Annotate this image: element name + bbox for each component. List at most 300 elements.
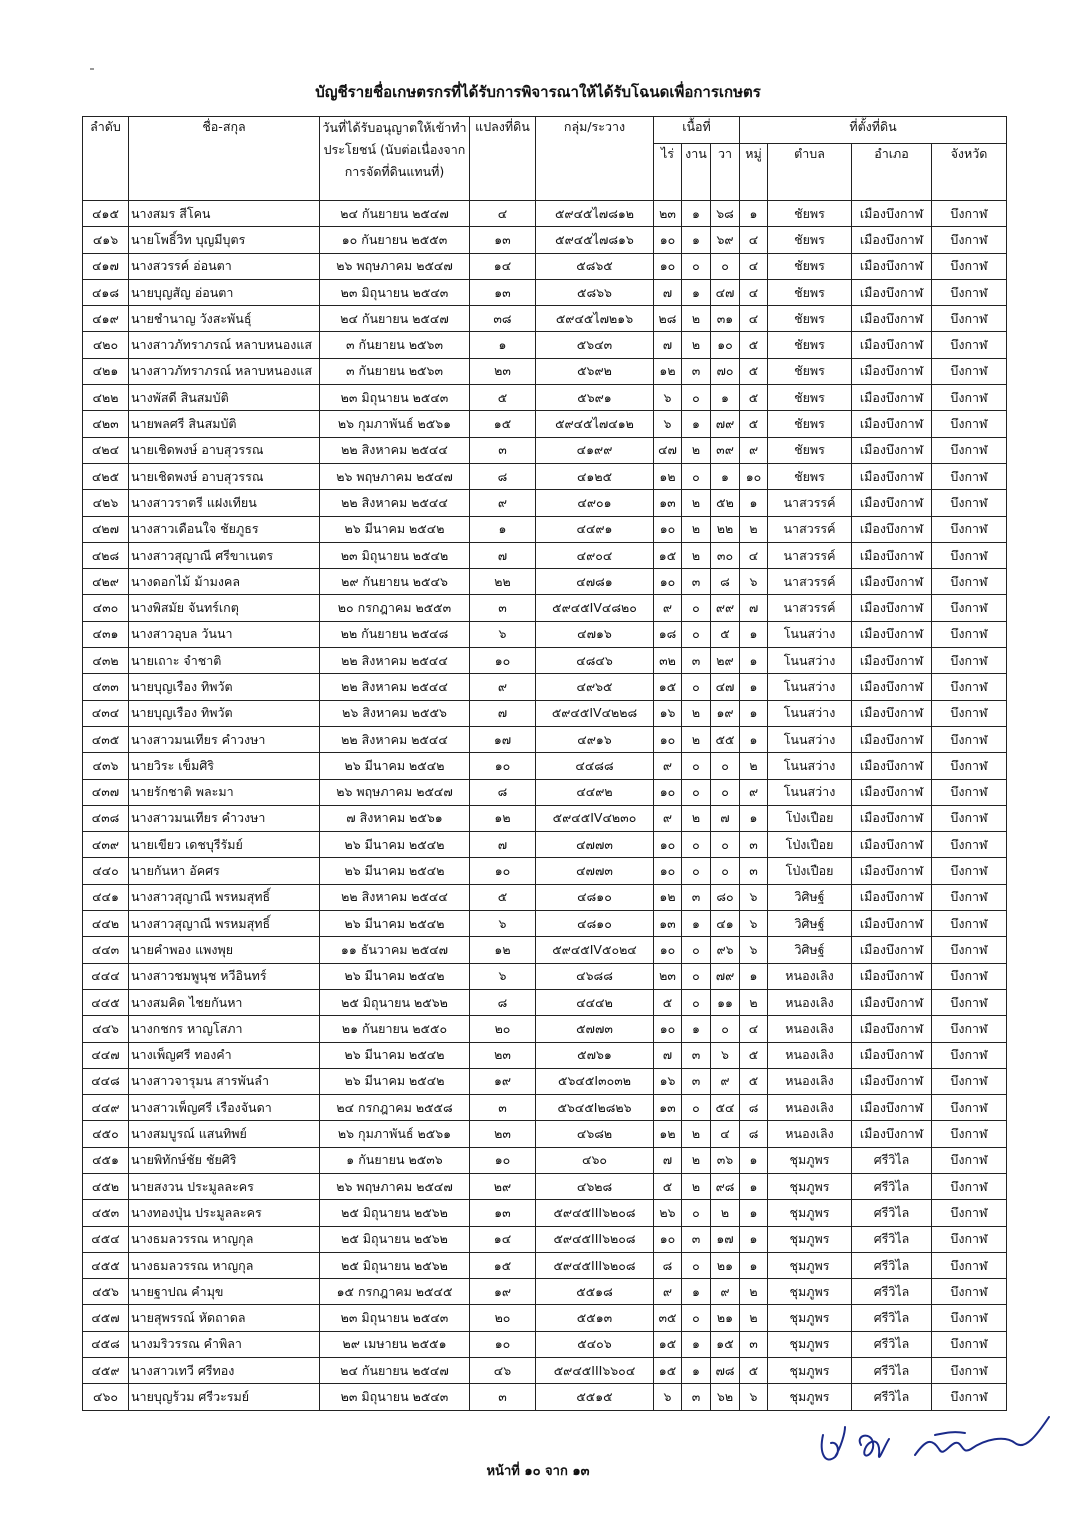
cell-tambon: หนองเลิง — [768, 1016, 852, 1042]
cell-group: ๔๔๘๘ — [536, 753, 654, 779]
cell-rai: ๑๒ — [654, 1121, 682, 1147]
cell-no: ๔๔๖ — [83, 1016, 129, 1042]
cell-group: ๔๗๗๓ — [536, 832, 654, 858]
cell-group: ๕๖๔๓ — [536, 332, 654, 358]
cell-ngan: ๒ — [682, 1147, 711, 1173]
cell-moo: ๑ — [740, 963, 768, 989]
cell-date: ๑๐ กันยายน ๒๕๕๓ — [320, 227, 470, 253]
cell-no: ๔๔๗ — [83, 1042, 129, 1068]
cell-group: ๕๙๔๕III๖๒๐๘ — [536, 1252, 654, 1278]
header-wa: วา — [711, 144, 740, 201]
cell-date: ๑๑ ธันวาคม ๒๕๔๗ — [320, 937, 470, 963]
cell-ngan: ๓ — [682, 1384, 711, 1410]
cell-name: นางสาวอุบล วันนา — [129, 621, 320, 647]
cell-ngan: ๑ — [682, 911, 711, 937]
cell-tambon: นาสวรรค์ — [768, 542, 852, 568]
cell-wa: ๐ — [711, 779, 740, 805]
table-row — [83, 437, 1007, 463]
cell-ngan: ๐ — [682, 963, 711, 989]
cell-name: นางธมลวรรณ หาญกุล — [129, 1226, 320, 1252]
cell-name: นายคำพอง แพงพุย — [129, 937, 320, 963]
cell-tambon: โป่งเปือย — [768, 805, 852, 831]
cell-tambon: โนนสว่าง — [768, 700, 852, 726]
cell-group: ๕๙๔๕IV๔๒๓๐ — [536, 805, 654, 831]
cell-moo: ๑ — [740, 201, 768, 227]
cell-no: ๔๔๐ — [83, 858, 129, 884]
cell-moo: ๔ — [740, 253, 768, 279]
cell-tambon: โป่งเปือย — [768, 832, 852, 858]
cell-ngan: ๐ — [682, 832, 711, 858]
cell-date: ๒๓ มิถุนายน ๒๕๔๓ — [320, 279, 470, 305]
cell-group: ๔๗๘๑ — [536, 569, 654, 595]
cell-group: ๕๙๔๕ไ๗๔๑๒ — [536, 411, 654, 437]
cell-rai: ๑๘ — [654, 621, 682, 647]
cell-province: บึงกาฬ — [932, 963, 1007, 989]
cell-group: ๕๖๔๕I๓๐๓๒ — [536, 1068, 654, 1094]
table-row — [83, 411, 1007, 437]
cell-ngan: ๐ — [682, 253, 711, 279]
cell-amphoe: เมืองบึงกาฬ — [852, 595, 932, 621]
cell-rai: ๑๐ — [654, 937, 682, 963]
cell-province: บึงกาฬ — [932, 1147, 1007, 1173]
cell-moo: ๕ — [740, 1042, 768, 1068]
cell-group: ๔๘๑๐ — [536, 911, 654, 937]
cell-ngan: ๑ — [682, 1358, 711, 1384]
cell-name: นางสาวราตรี แฝงเทียน — [129, 490, 320, 516]
cell-wa: ๑๐ — [711, 332, 740, 358]
cell-plot: ๑๐ — [470, 648, 536, 674]
cell-tambon: โนนสว่าง — [768, 621, 852, 647]
cell-ngan: ๐ — [682, 937, 711, 963]
cell-moo: ๓ — [740, 832, 768, 858]
cell-moo: ๑ — [740, 805, 768, 831]
cell-wa: ๖ — [711, 1042, 740, 1068]
cell-name: นายบุญสัญ อ่อนตา — [129, 279, 320, 305]
cell-ngan: ๑ — [682, 411, 711, 437]
cell-plot: ๑๔ — [470, 1226, 536, 1252]
cell-province: บึงกาฬ — [932, 385, 1007, 411]
table-row — [83, 805, 1007, 831]
cell-rai: ๑๓ — [654, 911, 682, 937]
cell-tambon: ชุมภูพร — [768, 1331, 852, 1357]
cell-tambon: หนองเลิง — [768, 963, 852, 989]
cell-amphoe: เมืองบึงกาฬ — [852, 1121, 932, 1147]
cell-name: นายพลศรี สินสมบัติ — [129, 411, 320, 437]
cell-province: บึงกาฬ — [932, 726, 1007, 752]
cell-name: นางพิสมัย จันทร์เกตุ — [129, 595, 320, 621]
cell-date: ๒๖ มีนาคม ๒๕๔๒ — [320, 832, 470, 858]
cell-no: ๔๔๒ — [83, 911, 129, 937]
cell-tambon: ชัยพร — [768, 279, 852, 305]
cell-plot: ๑๙ — [470, 1279, 536, 1305]
cell-amphoe: เมืองบึงกาฬ — [852, 1068, 932, 1094]
cell-ngan: ๐ — [682, 858, 711, 884]
cell-moo: ๓ — [740, 1331, 768, 1357]
cell-province: บึงกาฬ — [932, 937, 1007, 963]
cell-date: ๒๓ มิถุนายน ๒๕๔๓ — [320, 1384, 470, 1410]
cell-name: นางสาวจารุมน สารพันลำ — [129, 1068, 320, 1094]
cell-tambon: นาสวรรค์ — [768, 490, 852, 516]
cell-no: ๔๔๔ — [83, 963, 129, 989]
cell-ngan: ๓ — [682, 358, 711, 384]
cell-moo: ๙ — [740, 437, 768, 463]
cell-group: ๔๙๐๑ — [536, 490, 654, 516]
cell-amphoe: เมืองบึงกาฬ — [852, 700, 932, 726]
cell-plot: ๘ — [470, 463, 536, 489]
cell-province: บึงกาฬ — [932, 648, 1007, 674]
cell-amphoe: เมืองบึงกาฬ — [852, 201, 932, 227]
cell-no: ๔๓๗ — [83, 779, 129, 805]
table-row — [83, 1016, 1007, 1042]
cell-tambon: ชัยพร — [768, 306, 852, 332]
cell-moo: ๑ — [740, 490, 768, 516]
cell-plot: ๓ — [470, 1095, 536, 1121]
table-row — [83, 753, 1007, 779]
cell-amphoe: เมืองบึงกาฬ — [852, 832, 932, 858]
cell-plot: ๑๗ — [470, 726, 536, 752]
cell-tambon: วิศิษฐ์ — [768, 884, 852, 910]
cell-no: ๔๓๔ — [83, 700, 129, 726]
cell-amphoe: เมืองบึงกาฬ — [852, 516, 932, 542]
cell-tambon: โป่งเปือย — [768, 858, 852, 884]
cell-rai: ๑๕ — [654, 1358, 682, 1384]
cell-no: ๔๕๔ — [83, 1226, 129, 1252]
cell-group: ๔๗๑๖ — [536, 621, 654, 647]
cell-amphoe: เมืองบึงกาฬ — [852, 569, 932, 595]
cell-tambon: โนนสว่าง — [768, 753, 852, 779]
cell-ngan: ๐ — [682, 385, 711, 411]
cell-rai: ๑๐ — [654, 516, 682, 542]
cell-plot: ๑๓ — [470, 279, 536, 305]
cell-name: นายวิระ เข็มศิริ — [129, 753, 320, 779]
cell-province: บึงกาฬ — [932, 595, 1007, 621]
cell-wa: ๗ — [711, 805, 740, 831]
cell-wa: ๓๖ — [711, 1147, 740, 1173]
cell-date: ๗ สิงหาคม ๒๕๖๑ — [320, 805, 470, 831]
cell-province: บึงกาฬ — [932, 1042, 1007, 1068]
cell-rai: ๗ — [654, 332, 682, 358]
cell-province: บึงกาฬ — [932, 516, 1007, 542]
cell-group: ๔๘๑๐ — [536, 884, 654, 910]
cell-tambon: นาสวรรค์ — [768, 516, 852, 542]
table-row — [83, 463, 1007, 489]
cell-date: ๒๓ มิถุนายน ๒๕๔๓ — [320, 385, 470, 411]
cell-amphoe: ศรีวิไล — [852, 1147, 932, 1173]
cell-group: ๕๙๔๕III๖๒๐๘ — [536, 1200, 654, 1226]
cell-wa: ๙ — [711, 1068, 740, 1094]
cell-no: ๔๕๗ — [83, 1305, 129, 1331]
cell-name: นายบุญร้วม ศรีวะรมย์ — [129, 1384, 320, 1410]
cell-amphoe: เมืองบึงกาฬ — [852, 858, 932, 884]
cell-amphoe: เมืองบึงกาฬ — [852, 674, 932, 700]
cell-wa: ๗๙ — [711, 963, 740, 989]
cell-ngan: ๓ — [682, 1068, 711, 1094]
cell-group: ๕๙๔๕ไ๗๒๑๖ — [536, 306, 654, 332]
cell-tambon: ชุมภูพร — [768, 1147, 852, 1173]
cell-group: ๕๕๑๕ — [536, 1384, 654, 1410]
cell-no: ๔๕๒ — [83, 1173, 129, 1199]
cell-no: ๔๔๑ — [83, 884, 129, 910]
cell-no: ๔๕๐ — [83, 1121, 129, 1147]
cell-date: ๒๔ กันยายน ๒๕๔๗ — [320, 201, 470, 227]
cell-tambon: โนนสว่าง — [768, 648, 852, 674]
cell-tambon: ชุมภูพร — [768, 1173, 852, 1199]
cell-amphoe: เมืองบึงกาฬ — [852, 227, 932, 253]
cell-ngan: ๒ — [682, 1173, 711, 1199]
cell-date: ๒๖ มีนาคม ๒๕๔๒ — [320, 911, 470, 937]
cell-province: บึงกาฬ — [932, 1252, 1007, 1278]
cell-name: นายสงวน ประมูลละคร — [129, 1173, 320, 1199]
cell-group: ๔๔๙๒ — [536, 779, 654, 805]
cell-ngan: ๐ — [682, 989, 711, 1015]
cell-wa: ๑๙ — [711, 700, 740, 726]
cell-plot: ๔๖ — [470, 1358, 536, 1384]
cell-amphoe: เมืองบึงกาฬ — [852, 437, 932, 463]
cell-moo: ๑๐ — [740, 463, 768, 489]
cell-wa: ๘๐ — [711, 884, 740, 910]
table-row — [83, 227, 1007, 253]
cell-ngan: ๒ — [682, 490, 711, 516]
cell-tambon: ชัยพร — [768, 253, 852, 279]
cell-name: นางสาวสุญาณี พรหมสุทธิ์ — [129, 884, 320, 910]
cell-date: ๒๒ สิงหาคม ๒๕๔๔ — [320, 884, 470, 910]
cell-ngan: ๓ — [682, 884, 711, 910]
cell-group: ๕๙๔๕ไ๗๘๑๒ — [536, 201, 654, 227]
cell-rai: ๖ — [654, 411, 682, 437]
cell-wa: ๒๑ — [711, 1252, 740, 1278]
header-no: ลำดับ — [83, 117, 129, 201]
cell-plot: ๗ — [470, 542, 536, 568]
cell-amphoe: ศรีวิไล — [852, 1331, 932, 1357]
cell-plot: ๑๕ — [470, 411, 536, 437]
cell-ngan: ๒ — [682, 542, 711, 568]
cell-tambon: วิศิษฐ์ — [768, 937, 852, 963]
cell-province: บึงกาฬ — [932, 1331, 1007, 1357]
cell-province: บึงกาฬ — [932, 1068, 1007, 1094]
table-row — [83, 385, 1007, 411]
cell-group: ๔๔๔๒ — [536, 989, 654, 1015]
cell-wa: ๙๖ — [711, 937, 740, 963]
cell-wa: ๘ — [711, 569, 740, 595]
cell-name: นางสาวมนเทียร คำวงษา — [129, 726, 320, 752]
cell-no: ๔๓๙ — [83, 832, 129, 858]
cell-name: นางสาวเพ็ญศรี เรืองจันดา — [129, 1095, 320, 1121]
cell-group: ๕๙๔๕IV๔๒๒๘ — [536, 700, 654, 726]
cell-group: ๕๗๗๓ — [536, 1016, 654, 1042]
cell-ngan: ๓ — [682, 1042, 711, 1068]
cell-no: ๔๓๘ — [83, 805, 129, 831]
cell-plot: ๖ — [470, 963, 536, 989]
cell-name: นายบุญเรือง ทิพวัต — [129, 674, 320, 700]
cell-province: บึงกาฬ — [932, 1016, 1007, 1042]
cell-date: ๒๕ มิถุนายน ๒๕๖๒ — [320, 989, 470, 1015]
cell-no: ๔๑๖ — [83, 227, 129, 253]
cell-plot: ๖ — [470, 621, 536, 647]
cell-plot: ๑๕ — [470, 1252, 536, 1278]
cell-name: นางดอกไม้ ม้ามงคล — [129, 569, 320, 595]
cell-province: บึงกาฬ — [932, 490, 1007, 516]
cell-wa: ๔๗ — [711, 279, 740, 305]
cell-name: นายชำนาญ วังสะพันธุ์ — [129, 306, 320, 332]
cell-moo: ๑ — [740, 1226, 768, 1252]
cell-rai: ๙ — [654, 753, 682, 779]
cell-plot: ๑๓ — [470, 227, 536, 253]
cell-plot: ๕ — [470, 385, 536, 411]
cell-ngan: ๒ — [682, 805, 711, 831]
cell-ngan: ๒ — [682, 332, 711, 358]
cell-moo: ๒ — [740, 1279, 768, 1305]
cell-date: ๒๖ มีนาคม ๒๕๔๒ — [320, 516, 470, 542]
cell-tambon: หนองเลิง — [768, 1042, 852, 1068]
table-row — [83, 279, 1007, 305]
cell-moo: ๕ — [740, 1358, 768, 1384]
cell-name: นางเพ็ญศรี ทองคำ — [129, 1042, 320, 1068]
cell-ngan: ๐ — [682, 595, 711, 621]
cell-ngan: ๐ — [682, 1200, 711, 1226]
cell-plot: ๒๓ — [470, 1121, 536, 1147]
cell-group: ๕๙๔๕ไ๗๘๑๖ — [536, 227, 654, 253]
cell-group: ๕๕๑๘ — [536, 1279, 654, 1305]
table-row — [83, 1147, 1007, 1173]
table-row — [83, 937, 1007, 963]
cell-ngan: ๒ — [682, 437, 711, 463]
cell-wa: ๖๒ — [711, 1384, 740, 1410]
cell-group: ๕๙๔๕IV๕๐๒๔ — [536, 937, 654, 963]
cell-no: ๔๖๐ — [83, 1384, 129, 1410]
cell-no: ๔๒๐ — [83, 332, 129, 358]
cell-name: นางสมร สีโคน — [129, 201, 320, 227]
cell-amphoe: เมืองบึงกาฬ — [852, 884, 932, 910]
table-row — [83, 332, 1007, 358]
cell-date: ๒๖ พฤษภาคม ๒๕๔๗ — [320, 779, 470, 805]
cell-wa: ๒ — [711, 1200, 740, 1226]
cell-no: ๔๕๖ — [83, 1279, 129, 1305]
cell-date: ๒๒ กันยายน ๒๕๔๘ — [320, 621, 470, 647]
cell-amphoe: เมืองบึงกาฬ — [852, 621, 932, 647]
cell-amphoe: เมืองบึงกาฬ — [852, 726, 932, 752]
cell-date: ๓ กันยายน ๒๕๖๓ — [320, 332, 470, 358]
cell-no: ๔๒๖ — [83, 490, 129, 516]
cell-plot: ๑๒ — [470, 805, 536, 831]
cell-province: บึงกาฬ — [932, 227, 1007, 253]
cell-amphoe: เมืองบึงกาฬ — [852, 463, 932, 489]
cell-plot: ๑๐ — [470, 753, 536, 779]
cell-no: ๔๓๑ — [83, 621, 129, 647]
cell-ngan: ๐ — [682, 463, 711, 489]
cell-rai: ๑๒ — [654, 358, 682, 384]
cell-amphoe: เมืองบึงกาฬ — [852, 332, 932, 358]
cell-ngan: ๐ — [682, 1305, 711, 1331]
farmer-register-table — [82, 116, 1007, 1411]
cell-no: ๔๔๕ — [83, 989, 129, 1015]
cell-tambon: โนนสว่าง — [768, 674, 852, 700]
cell-wa: ๕๒ — [711, 490, 740, 516]
cell-ngan: ๒ — [682, 726, 711, 752]
cell-group: ๕๘๖๕ — [536, 253, 654, 279]
cell-province: บึงกาฬ — [932, 542, 1007, 568]
table-row — [83, 1305, 1007, 1331]
cell-province: บึงกาฬ — [932, 779, 1007, 805]
cell-date: ๒๖ มีนาคม ๒๕๔๒ — [320, 858, 470, 884]
cell-ngan: ๓ — [682, 569, 711, 595]
cell-rai: ๗ — [654, 1147, 682, 1173]
cell-no: ๔๑๕ — [83, 201, 129, 227]
cell-ngan: ๑ — [682, 1016, 711, 1042]
cell-ngan: ๓ — [682, 1226, 711, 1252]
cell-moo: ๑ — [740, 648, 768, 674]
cell-amphoe: เมืองบึงกาฬ — [852, 411, 932, 437]
cell-rai: ๔๗ — [654, 437, 682, 463]
cell-tambon: ชุมภูพร — [768, 1252, 852, 1278]
cell-tambon: ชัยพร — [768, 437, 852, 463]
cell-wa: ๗๐ — [711, 358, 740, 384]
cell-name: นางสมคิด ไชยกันหา — [129, 989, 320, 1015]
cell-tambon: ชัยพร — [768, 411, 852, 437]
cell-plot: ๒๒ — [470, 569, 536, 595]
cell-group: ๔๖๘๘ — [536, 963, 654, 989]
cell-rai: ๑๐ — [654, 832, 682, 858]
cell-plot: ๒๙ — [470, 1173, 536, 1199]
cell-group: ๔๑๙๙ — [536, 437, 654, 463]
cell-wa: ๐ — [711, 753, 740, 779]
cell-moo: ๒ — [740, 753, 768, 779]
table-row — [83, 963, 1007, 989]
cell-group: ๕๖๔๕I๒๘๒๖ — [536, 1095, 654, 1121]
cell-moo: ๙ — [740, 779, 768, 805]
cell-moo: ๑ — [740, 700, 768, 726]
cell-no: ๔๒๘ — [83, 542, 129, 568]
header-amphoe: อำเภอ — [852, 144, 932, 201]
cell-rai: ๑๖ — [654, 1068, 682, 1094]
cell-group: ๕๗๖๑ — [536, 1042, 654, 1068]
cell-rai: ๙ — [654, 595, 682, 621]
cell-no: ๔๓๕ — [83, 726, 129, 752]
cell-moo: ๒ — [740, 1305, 768, 1331]
cell-moo: ๕ — [740, 411, 768, 437]
cell-moo: ๖ — [740, 569, 768, 595]
cell-wa: ๓๙ — [711, 437, 740, 463]
cell-name: นางสาวสุญาณี ศรีขาเนตร — [129, 542, 320, 568]
cell-rai: ๙ — [654, 805, 682, 831]
cell-rai: ๕ — [654, 1173, 682, 1199]
cell-amphoe: เมืองบึงกาฬ — [852, 989, 932, 1015]
cell-tambon: นาสวรรค์ — [768, 595, 852, 621]
cell-wa: ๗๙ — [711, 411, 740, 437]
table-row — [83, 1173, 1007, 1199]
cell-province: บึงกาฬ — [932, 911, 1007, 937]
cell-tambon: ชัยพร — [768, 358, 852, 384]
cell-moo: ๕ — [740, 385, 768, 411]
cell-date: ๒๓ มิถุนายน ๒๕๔๓ — [320, 1305, 470, 1331]
cell-date: ๒๕ มิถุนายน ๒๕๖๒ — [320, 1200, 470, 1226]
cell-name: นางมริวรรณ คำพิลา — [129, 1331, 320, 1357]
table-row — [83, 1279, 1007, 1305]
cell-name: นางสาวสุญาณี พรหมสุทธิ์ — [129, 911, 320, 937]
header-rai: ไร่ — [654, 144, 682, 201]
cell-ngan: ๑ — [682, 201, 711, 227]
table-row — [83, 1226, 1007, 1252]
cell-no: ๔๒๒ — [83, 385, 129, 411]
header-tambon: ตำบล — [768, 144, 852, 201]
cell-ngan: ๐ — [682, 779, 711, 805]
cell-tambon: นาสวรรค์ — [768, 569, 852, 595]
cell-province: บึงกาฬ — [932, 279, 1007, 305]
cell-tambon: ชุมภูพร — [768, 1384, 852, 1410]
cell-amphoe: เมืองบึงกาฬ — [852, 779, 932, 805]
cell-date: ๑๕ กรกฎาคม ๒๕๔๕ — [320, 1279, 470, 1305]
cell-plot: ๓ — [470, 595, 536, 621]
cell-plot: ๑๐ — [470, 1147, 536, 1173]
